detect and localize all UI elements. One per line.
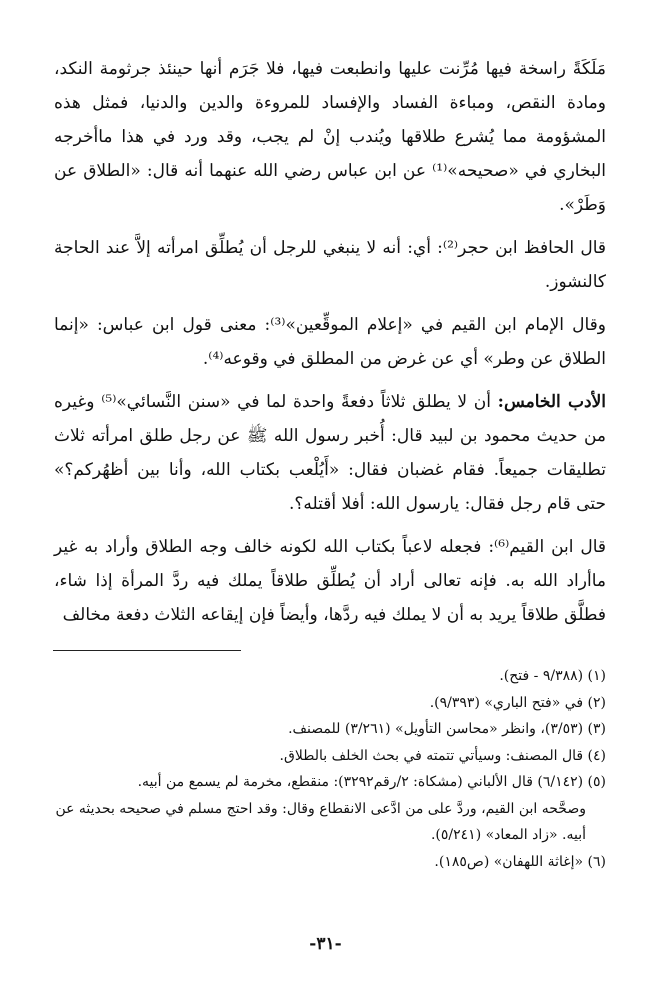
footnote-5: (٥) (٦/١٤٢) قال الألباني (مشكاة: ٢/رقم٣٢٩٢): منقطع، مخرمة لم يسمع من أبيه. — [137, 774, 606, 790]
paragraph-adab — [54, 385, 606, 521]
adab-heading: الأدب الخامس: — [497, 392, 606, 412]
paragraph-last: قال ابن القيم⁽⁶⁾: فجعله لاعباً بكتاب الله لكونه خالف وجه الطلاق وأراد به غير ماأراد الله به. فإنه تعالى أراد أن يُطلِّق طلاقاً يملك فيه ردَّ المرأة إذا شاء، فطلَّق طلاقاً يريد به أن لا يملك فيه ردَّها، وأيضاً فإن إيقاعه الثلاث دفعة مخالف — [54, 537, 606, 625]
paragraph-1: مَلَكَةً راسخة فيها مُرِّنت عليها وانطبعت فيها، فلا جَرَم أنها حينئذ جرثومة النكد، ومادة النقص، ومباءة الفساد والإفساد للمروءة والدين والدنيا، فمثل هذه المشؤومة مما يُشرع طلاقها ويُندب إنْ لم يجب، وقد ورد في هذا ماأخرجه البخاري في «صحيحه»⁽¹⁾ عن ابن عباس رضي الله عنهما أنه قال: «الطلاق عن وَطَرْ». — [54, 59, 606, 215]
paragraph-2: قال الحافظ ابن حجر⁽²⁾: أي: أنه لا ينبغي للرجل أن يُطلِّق امرأته إلاَّ عند الحاجة كالنشوز. — [54, 238, 607, 292]
footnote-5-continued: وصحَّحه ابن القيم، وردَّ على من ادَّعى الانقطاع وقال: وقد احتج مسلم في صحيحه بحديثه عن أبيه. «زاد المعاد» (٥/٢٤١). — [55, 800, 586, 843]
footnote-separator — [53, 650, 241, 651]
document-page — [54, 52, 606, 952]
footnote-3: (٣) (٣/٥٣)، وانظر «محاسن التأويل» (٣/٢٦١) للمصنف. — [288, 721, 606, 737]
adab-text: أن لا يطلق ثلاثاً دفعةً واحدة لما في «سنن النَّسائي»⁽⁵⁾ وغيره من حديث محمود بن لبيد قال: أُخبر رسول الله ﷺ عن رجل طلق امرأته ثلاث تطليقات جميعاً. فقام غضبان فقال: «أَيُلْعب بكتاب الله، وأنا بين أظهُركم؟» حتى قام رجل فقال: يارسول الله: أفلا أقتله؟. — [54, 392, 606, 514]
footnote-2: (٢) في «فتح الباري» (٩/٣٩٣). — [429, 694, 606, 711]
footnote-6: (٦) «إغاثة اللهفان» (ص١٨٥). — [434, 853, 606, 870]
footnote-separator-wrap — [54, 650, 606, 651]
page-number: -٣١- — [309, 934, 342, 954]
paragraph-3: وقال الإمام ابن القيم في «إعلام الموقِّعين»⁽³⁾: معنى قول ابن عباس: «إنما الطلاق عن وطر» أي عن غرض من المطلق في وقوعه⁽⁴⁾. — [54, 315, 606, 369]
footnotes — [54, 663, 606, 875]
footnote-4: (٤) قال المصنف: وسيأتي تتمته في بحث الخلف بالطلاق. — [279, 747, 606, 764]
footnote-1: (١) (٩/٣٨٨ - فتح). — [499, 668, 606, 684]
